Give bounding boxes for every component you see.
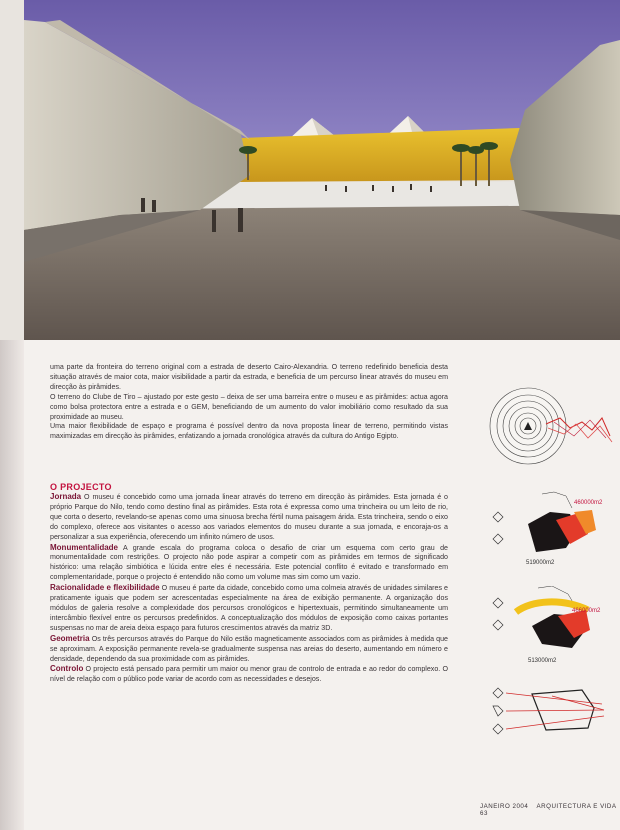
- project-paragraph: [50, 543, 448, 584]
- intro-paragraph: O terreno do Clube de Tiro – ajustado por este gesto – deixa de ser uma barreira entre o museu e as pirâmides: actua agora como bolsa protectora entre a estrada e o GEM, beneficiando de um aumento do valor imobiliário como resultado da sua proximidade ao museu.: [50, 392, 448, 421]
- paragraph-body: Os três percursos através do Parque do Nilo estão magneticamente associados com as pirâmides à medida que se aproximam. A exposição permanente revela-se gradualmente suspensa nas areias do deserto, aumentando em número e densidade, dependendo da sua proximidade com as pirâmides.: [50, 634, 448, 663]
- concentric-diagram: [478, 378, 620, 484]
- area-label: 519000m2: [526, 560, 555, 566]
- section-title: O PROJECTO: [50, 482, 112, 492]
- museum-rendering: [0, 0, 620, 340]
- page-footer: [480, 803, 620, 817]
- project-text: [50, 492, 448, 685]
- route-diagram: [492, 680, 620, 750]
- paragraph-lead: Controlo: [50, 664, 84, 674]
- intro-paragraph: Uma maior flexibilidade de espaço e programa é possível dentro da nova proposta linear de terreno, permitindo vistas maximizadas em direcção às pirâmides, enfatizando a jornada cronológica através da cultura do Antigo Egipto.: [50, 422, 448, 441]
- area-label: 513000m2: [528, 658, 557, 664]
- area-label: 466000m2: [572, 608, 601, 614]
- project-paragraph: [50, 664, 448, 685]
- paragraph-body: O museu é parte da cidade, concebido como uma colmeia através de unidades similares e praticamente iguais que podem ser acrescentadas especialmente na área de exibição permanente. A organização dos módulos de galeria resolve a complexidade dos percursos cronológicos e hipertextuais, permitindo simultaneamente um intercâmbio flexível entre os percursos predefinidos. A conceptualização dos módulos de exposição como caixas portantes suspensas no mar de areia deixa espaço para futuros crescimentos através da matriz 3D.: [50, 584, 448, 632]
- page-gutter: [0, 340, 24, 830]
- paragraph-body: A grande escala do programa coloca o desafio de criar um esquema com certo grau de monumentalidade com restrições. O projecto não pode aspirar a competir com as pirâmides em termos de significado histórico: uma relação simbiótica e lúcida entre eles é necessária. Este potencial conflito é evitado e transformado em complementaridade, porque o projecto é entendido não como um volume mas sim como um vazio.: [50, 543, 448, 582]
- magazine-name: ARQUITECTURA E VIDA: [536, 803, 617, 810]
- area-label: 460000m2: [574, 500, 603, 506]
- page-number: 63: [480, 810, 488, 817]
- paragraph-lead: Jornada: [50, 492, 82, 501]
- intro-text: [50, 363, 448, 442]
- paragraph-lead: Racionalidade e flexibilidade: [50, 583, 160, 593]
- project-paragraph: [50, 492, 448, 543]
- paragraph-lead: Geometria: [50, 633, 90, 643]
- site-diagram-2: [492, 586, 620, 666]
- project-paragraph: [50, 634, 448, 665]
- paragraph-body: O museu é concebido como uma jornada linear através do terreno em direcção às pirâmides. Esta jornada é o próprio Parque do Nilo, tendo como destino final as pirâmides. Esta rota é expressa como uma trincheira ou um leito de rio, que corta o deserto, revelando-se apenas como uma sinuosa brecha fértil numa paisagem árida. Esta trincheira, sendo o eixo do complexo, oferece aos visitantes o acesso aos variados elementos do museu durante a sua jornada, e encoraja-os a personalizar a sua experiência, oferecendo um infinito número de usos.: [50, 493, 448, 541]
- issue-date: JANEIRO 2004: [480, 803, 529, 810]
- paragraph-lead: Monumentalidade: [50, 542, 119, 552]
- intro-paragraph: uma parte da fronteira do terreno original com a estrada de deserto Cairo-Alexandria. O terreno redefinido beneficia desta situação através de maior cota, maior visibilidade a partir da estrada, e beneficia de um percurso linear através do museu em direcção às pirâmides.: [50, 363, 448, 391]
- project-paragraph: [50, 583, 448, 634]
- site-diagram-1: [492, 490, 620, 570]
- paragraph-body: O projecto está pensado para permitir um maior ou menor grau de controlo de entrada e ao redor do complexo. O nível de relação com o público pode variar de acordo com as necessidades e desejos.: [50, 665, 448, 684]
